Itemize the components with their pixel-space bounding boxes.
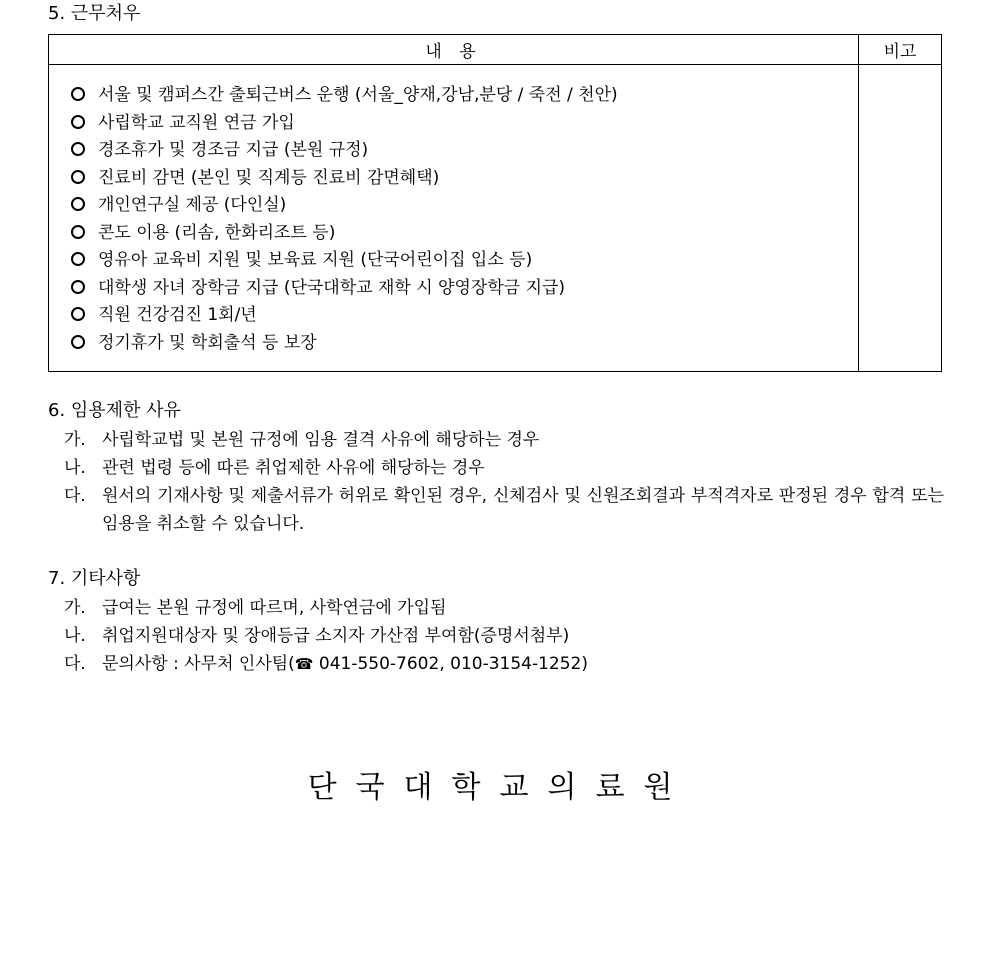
benefit-text: 서울 및 캠퍼스간 출퇴근버스 운행 (서울_양재,강남,분당 / 죽전 / 천안) <box>98 85 618 105</box>
benefit-text: 콘도 이용 (리솜, 한화리조트 등) <box>98 222 336 243</box>
benefit-text: 경조휴가 및 경조금 지급 (본원 규정) <box>98 140 369 160</box>
list-item <box>64 482 944 538</box>
item-marker: 나. <box>64 626 86 646</box>
benefits-table-header-row <box>49 35 942 65</box>
item-text: 관련 법령 등에 따른 취업제한 사유에 해당하는 경우 <box>102 458 485 478</box>
item-text: 원서의 기재사항 및 제출서류가 허위로 확인된 경우, 신체검사 및 신원조회결과 부적격자로 판정된 경우 합격 또는 임용을 취소할 수 있습니다. <box>102 486 944 534</box>
benefit-list <box>49 65 858 357</box>
benefit-text: 개인연구실 제공 (다인실) <box>98 195 287 215</box>
item-marker: 가. <box>64 430 86 450</box>
circle-bullet-icon <box>71 197 85 211</box>
list-item <box>64 454 944 482</box>
institution-name: 단국대학교의료원 <box>307 770 692 805</box>
circle-bullet-icon <box>71 252 85 266</box>
item-marker: 다. <box>64 654 86 674</box>
list-item <box>64 594 944 622</box>
section-6-heading: 6. 임용제한 사유 <box>48 400 181 421</box>
item-marker: 나. <box>64 458 86 478</box>
benefit-item <box>71 137 858 165</box>
circle-bullet-icon <box>71 280 85 294</box>
contact-item <box>64 650 944 678</box>
benefit-item <box>71 330 858 358</box>
benefit-text: 대학생 자녀 장학금 지급 (단국대학교 재학 시 양영장학금 지급) <box>98 277 566 298</box>
contact-text <box>102 650 944 678</box>
remark-column-header: 비고 <box>859 35 942 65</box>
benefits-table-body-row <box>49 65 942 372</box>
remark-cell <box>859 65 942 372</box>
circle-bullet-icon <box>71 87 85 101</box>
benefits-content-cell <box>49 65 859 372</box>
circle-bullet-icon <box>71 335 85 349</box>
content-column-header: 내 용 <box>49 35 859 65</box>
benefits-table <box>48 34 942 372</box>
section-5-heading: 5. 근무처우 <box>48 3 141 24</box>
contact-numbers: 041-550-7602, 010-3154-1252) <box>313 654 588 674</box>
item-text: 취업지원대상자 및 장애등급 소지자 가산점 부여함(증명서첨부) <box>102 626 570 646</box>
section-6-list <box>64 426 944 538</box>
circle-bullet-icon <box>71 142 85 156</box>
benefit-item <box>71 82 858 110</box>
list-item <box>64 426 944 454</box>
benefit-item <box>71 220 858 248</box>
benefit-item <box>71 110 858 138</box>
benefit-text: 영유아 교육비 지원 및 보육료 지원 (단국어린이집 입소 등) <box>98 250 533 270</box>
benefit-item <box>71 275 858 303</box>
item-text: 사립학교법 및 본원 규정에 임용 결격 사유에 해당하는 경우 <box>102 430 540 450</box>
circle-bullet-icon <box>71 115 85 129</box>
benefit-text: 정기휴가 및 학회출석 등 보장 <box>98 332 317 353</box>
benefit-text: 진료비 감면 (본인 및 직계등 진료비 감면혜택) <box>98 167 440 188</box>
circle-bullet-icon <box>71 307 85 321</box>
item-text: 급여는 본원 규정에 따르며, 사학연금에 가입됨 <box>102 598 447 618</box>
benefit-item <box>71 165 858 193</box>
list-item <box>64 622 944 650</box>
benefit-item <box>71 302 858 330</box>
benefit-item <box>71 192 858 220</box>
phone-icon: ☎ <box>294 655 314 673</box>
item-marker: 가. <box>64 598 86 618</box>
circle-bullet-icon <box>71 170 85 184</box>
section-7-list <box>64 594 944 678</box>
item-marker: 다. <box>64 486 86 506</box>
benefit-item <box>71 247 858 275</box>
contact-prefix: 문의사항 : 사무처 인사팀( <box>102 654 295 674</box>
circle-bullet-icon <box>71 225 85 239</box>
section-7-heading: 7. 기타사항 <box>48 568 141 589</box>
benefit-text: 직원 건강검진 1회/년 <box>98 305 257 325</box>
benefit-text: 사립학교 교직원 연금 가입 <box>98 112 295 133</box>
